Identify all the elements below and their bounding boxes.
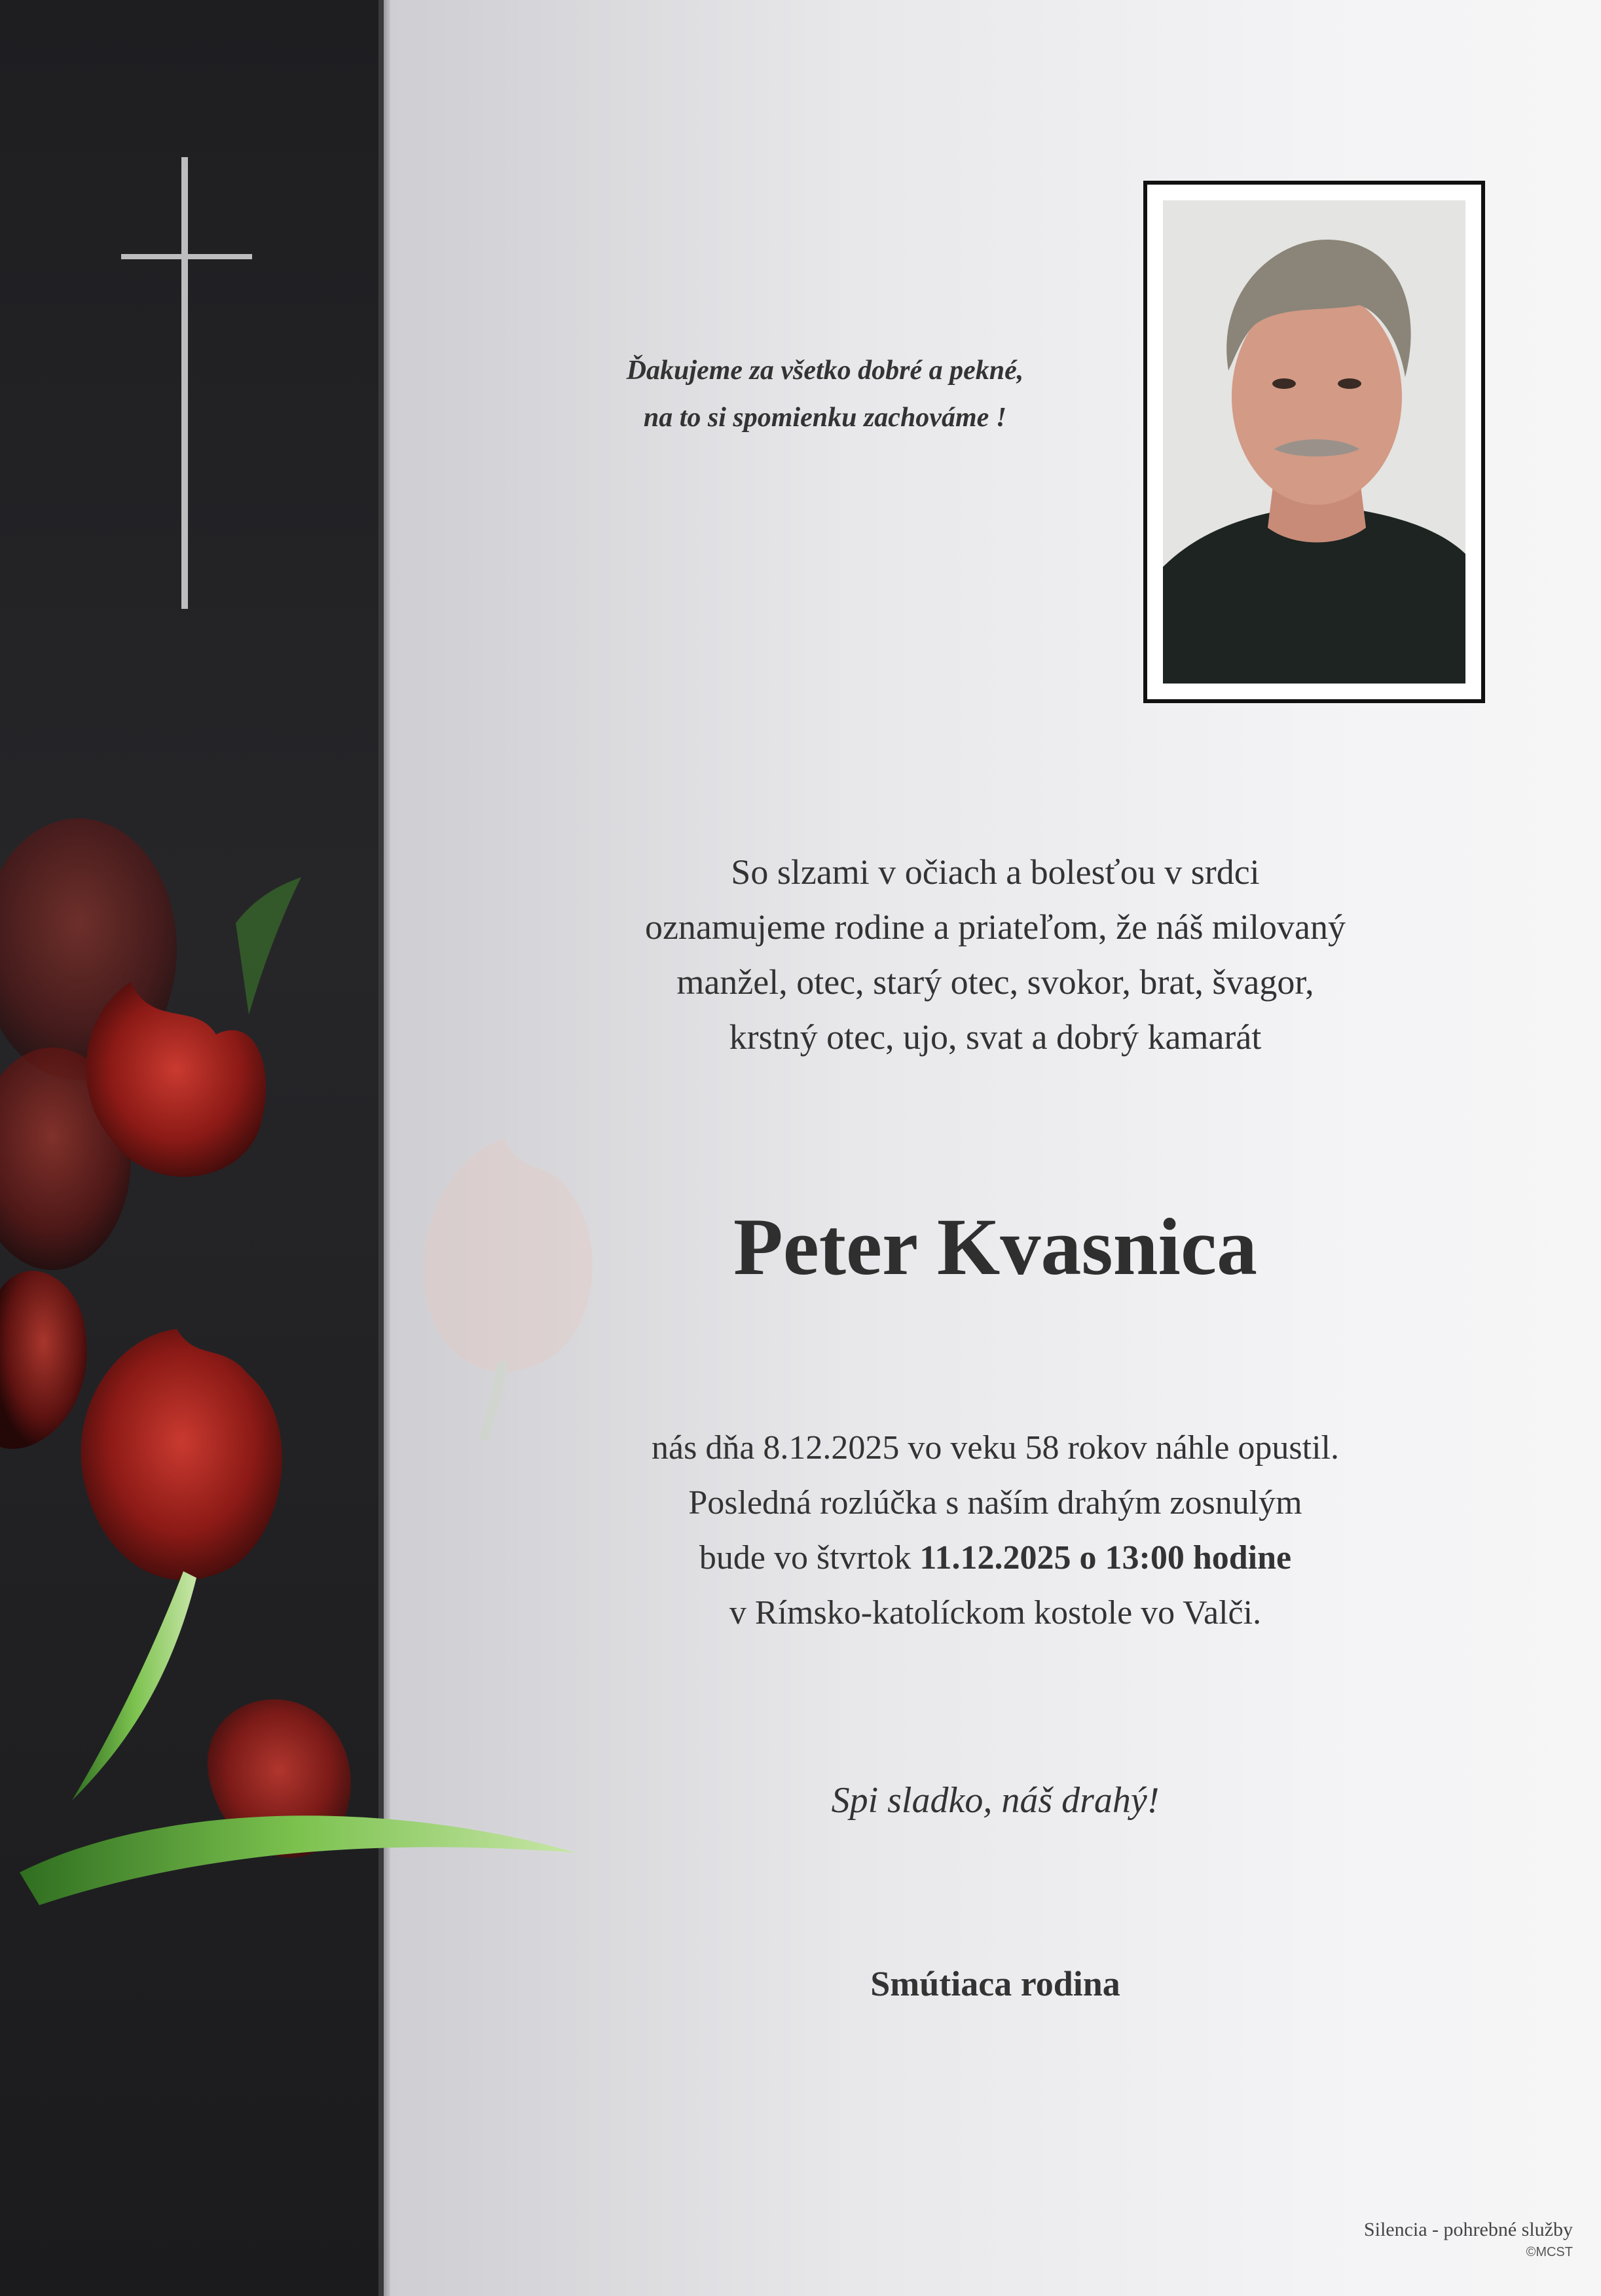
announcement-line-4: krstný otec, ujo, svat a dobrý kamarát bbox=[729, 1017, 1262, 1057]
funeral-details bbox=[570, 1421, 1421, 1641]
deceased-name: Peter Kvasnica bbox=[733, 1202, 1258, 1292]
details-line-4: v Rímsko-katolíckom kostole vo Valči. bbox=[729, 1594, 1262, 1631]
details-line-1: nás dňa 8.12.2025 vo veku 58 rokov náhle opustil. bbox=[652, 1429, 1339, 1467]
details-line-3 bbox=[570, 1531, 1421, 1586]
funeral-date-time: 11.12.2025 o 13:00 hodine bbox=[919, 1539, 1292, 1576]
announcement-text bbox=[570, 845, 1421, 1065]
portrait-photo bbox=[1163, 200, 1465, 683]
cross-icon bbox=[121, 157, 252, 609]
memorial-quote bbox=[498, 347, 1152, 441]
copyright-mark: ©MCST bbox=[1526, 2245, 1573, 2259]
details-line-2: Posledná rozlúčka s naším drahým zosnulým bbox=[688, 1484, 1302, 1522]
announcement-line-1: So slzami v očiach a bolesťou v srdci bbox=[731, 852, 1260, 892]
announcement-line-3: manžel, otec, starý otec, svokor, brat, švagor, bbox=[676, 962, 1314, 1002]
farewell-text: Spi sladko, náš drahý! bbox=[831, 1780, 1160, 1821]
family-signature: Smútiaca rodina bbox=[870, 1964, 1120, 2003]
announcement-line-2: oznamujeme rodine a priateľom, že náš milovaný bbox=[644, 907, 1346, 947]
quote-line-1: Ďakujeme za všetko dobré a pekné, bbox=[626, 355, 1024, 386]
portrait-frame bbox=[1143, 181, 1485, 703]
details-line-3-prefix: bude vo štvrtok bbox=[699, 1539, 911, 1576]
quote-line-2: na to si spomienku zachováme ! bbox=[643, 403, 1007, 433]
funeral-service-name: Silencia - pohrebné služby bbox=[1363, 2219, 1573, 2240]
